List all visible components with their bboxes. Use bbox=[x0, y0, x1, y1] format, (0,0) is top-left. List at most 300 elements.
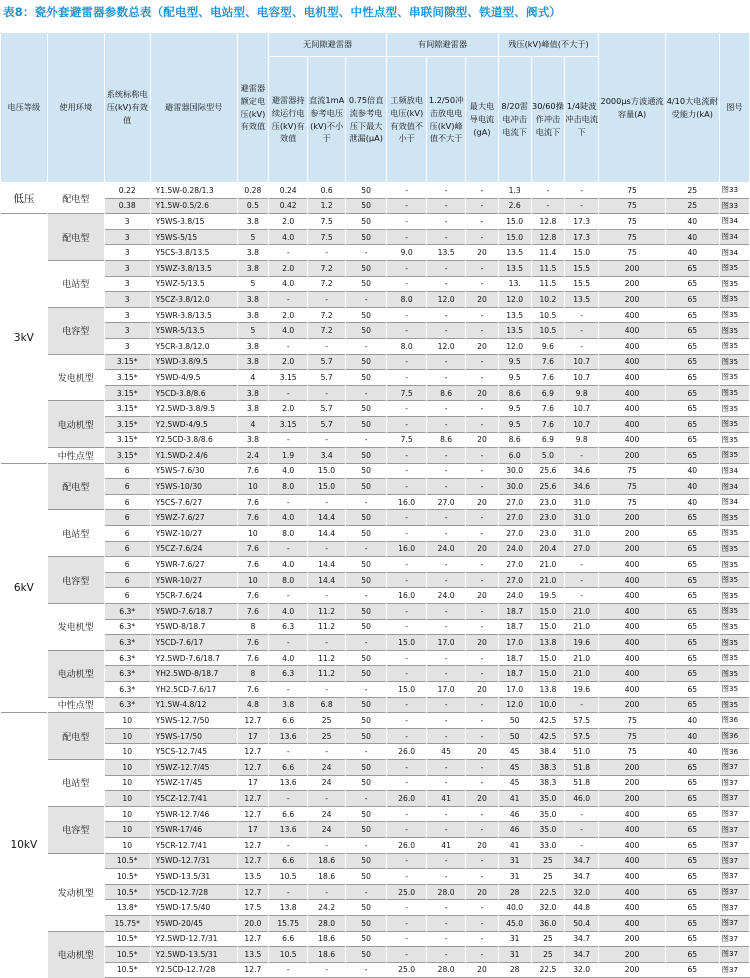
table-cell: 7.6 bbox=[531, 354, 564, 370]
table-cell: 50 bbox=[345, 198, 387, 214]
table-row bbox=[1, 276, 750, 292]
table-cell: 8.0 bbox=[268, 572, 307, 588]
table-cell: - bbox=[387, 323, 426, 339]
table-cell: 0.28 bbox=[237, 183, 268, 199]
table-cell: - bbox=[426, 759, 465, 775]
table-cell: 图35 bbox=[719, 697, 749, 713]
table-cell: 12.7 bbox=[237, 962, 268, 978]
table-cell: 图35 bbox=[719, 650, 749, 666]
arrester-parameter-table bbox=[0, 33, 750, 978]
table-cell: 10.7 bbox=[565, 416, 599, 432]
table-cell: 图34 bbox=[719, 229, 749, 245]
table-cell: 31 bbox=[498, 869, 531, 885]
table-cell: - bbox=[387, 370, 426, 386]
table-cell: 75 bbox=[599, 183, 665, 199]
table-cell: 50 bbox=[345, 323, 387, 339]
table-cell: 38.3 bbox=[531, 775, 564, 791]
table-cell: - bbox=[531, 198, 564, 214]
table-cell: - bbox=[387, 479, 426, 495]
table-cell: 75 bbox=[599, 494, 665, 510]
table-cell: 75 bbox=[599, 479, 665, 495]
table-row bbox=[1, 354, 750, 370]
table-cell: 65 bbox=[665, 900, 719, 916]
header-lightning-residual: 8/20雷电冲击电流下 bbox=[498, 57, 531, 183]
table-cell: 12.7 bbox=[237, 853, 268, 869]
table-cell: 200 bbox=[599, 260, 665, 276]
table-cell: 400 bbox=[599, 650, 665, 666]
table-cell: 15.75 bbox=[268, 915, 307, 931]
table-cell: 400 bbox=[599, 354, 665, 370]
table-cell: 图36 bbox=[719, 713, 749, 729]
table-cell: 6.6 bbox=[268, 931, 307, 947]
header-voltage-level: 电压等级 bbox=[1, 33, 48, 183]
table-cell: - bbox=[426, 198, 465, 214]
table-cell: 3.15* bbox=[104, 370, 150, 386]
table-cell: 11.2 bbox=[308, 650, 345, 666]
table-cell: 10.5* bbox=[104, 947, 150, 963]
table-cell: 400 bbox=[599, 370, 665, 386]
table-cell: 图35 bbox=[719, 619, 749, 635]
table-cell: 65 bbox=[665, 947, 719, 963]
table-cell: 20 bbox=[466, 494, 498, 510]
table-cell: - bbox=[426, 526, 465, 542]
table-cell: 5.7 bbox=[308, 416, 345, 432]
table-cell: Y2.5CD-3.8/8.6 bbox=[150, 432, 237, 448]
table-cell: 24.0 bbox=[426, 588, 465, 604]
table-row bbox=[1, 401, 750, 417]
table-cell: 400 bbox=[599, 869, 665, 885]
table-cell: 图34 bbox=[719, 494, 749, 510]
table-cell: - bbox=[345, 385, 387, 401]
table-cell: 9.0 bbox=[387, 245, 426, 261]
table-cell: 13.6 bbox=[268, 775, 307, 791]
table-header bbox=[1, 33, 750, 183]
table-cell: 20 bbox=[466, 791, 498, 807]
table-cell: 20 bbox=[466, 962, 498, 978]
table-cell: 10.5 bbox=[268, 947, 307, 963]
table-cell: 28.0 bbox=[308, 915, 345, 931]
table-cell: 400 bbox=[599, 915, 665, 931]
table-cell: - bbox=[466, 650, 498, 666]
table-cell: 3.15 bbox=[268, 370, 307, 386]
table-cell: 45 bbox=[426, 744, 465, 760]
table-cell: - bbox=[565, 198, 599, 214]
table-cell: 41 bbox=[498, 837, 531, 853]
table-cell: 7.6 bbox=[237, 463, 268, 479]
table-cell: 3 bbox=[104, 214, 150, 230]
table-cell: - bbox=[426, 510, 465, 526]
table-cell: 18.7 bbox=[498, 650, 531, 666]
table-cell: 30.0 bbox=[498, 479, 531, 495]
table-cell: 50 bbox=[345, 822, 387, 838]
table-cell: Y5WS-5/15 bbox=[150, 229, 237, 245]
table-cell: 44.8 bbox=[565, 900, 599, 916]
table-cell: 15.0 bbox=[498, 214, 531, 230]
table-cell: 65 bbox=[665, 510, 719, 526]
header-group-gapped: 有间隙避雷器 bbox=[387, 33, 498, 57]
table-cell: 20 bbox=[466, 744, 498, 760]
table-cell: 6.0 bbox=[498, 448, 531, 464]
table-cell: 17 bbox=[237, 728, 268, 744]
table-cell: 图35 bbox=[719, 292, 749, 308]
table-cell: - bbox=[466, 713, 498, 729]
table-cell: 65 bbox=[665, 370, 719, 386]
application-cell: 电容型 bbox=[47, 806, 104, 853]
table-cell: 50 bbox=[345, 229, 387, 245]
application-cell: 电动机型 bbox=[47, 650, 104, 697]
table-cell: 2.0 bbox=[268, 401, 307, 417]
table-cell: 51.8 bbox=[565, 759, 599, 775]
table-cell: 6.8 bbox=[308, 697, 345, 713]
table-cell: 7.6 bbox=[237, 557, 268, 573]
table-cell: 8.0 bbox=[387, 292, 426, 308]
table-cell: Y5CZ-7.6/24 bbox=[150, 541, 237, 557]
table-cell: - bbox=[426, 183, 465, 199]
table-cell: - bbox=[565, 307, 599, 323]
table-cell: 65 bbox=[665, 822, 719, 838]
table-cell: 23.0 bbox=[531, 526, 564, 542]
table-cell: - bbox=[308, 432, 345, 448]
table-cell: - bbox=[345, 682, 387, 698]
table-row bbox=[1, 635, 750, 651]
table-row bbox=[1, 323, 750, 339]
table-cell: 5 bbox=[237, 323, 268, 339]
table-cell: 50 bbox=[345, 572, 387, 588]
table-cell: 200 bbox=[599, 526, 665, 542]
table-cell: 17.0 bbox=[498, 635, 531, 651]
table-cell: 12.7 bbox=[237, 759, 268, 775]
table-cell: 6.3 bbox=[268, 666, 307, 682]
table-cell: 4.0 bbox=[268, 650, 307, 666]
table-cell: 14.4 bbox=[308, 572, 345, 588]
table-cell: Y5CR-12.7/41 bbox=[150, 837, 237, 853]
table-cell: 50 bbox=[345, 370, 387, 386]
table-cell: Y2.5WD-13.5/31 bbox=[150, 947, 237, 963]
table-cell: 3.8 bbox=[237, 292, 268, 308]
table-cell: 65 bbox=[665, 572, 719, 588]
table-cell: 46.0 bbox=[565, 791, 599, 807]
table-cell: 34.6 bbox=[565, 479, 599, 495]
header-application: 使用环境 bbox=[47, 33, 104, 183]
table-cell: - bbox=[565, 557, 599, 573]
table-cell: 40 bbox=[665, 713, 719, 729]
table-row bbox=[1, 292, 750, 308]
table-row bbox=[1, 806, 750, 822]
table-cell: 50 bbox=[345, 650, 387, 666]
table-cell: 8.6 bbox=[426, 385, 465, 401]
table-cell: - bbox=[466, 370, 498, 386]
table-cell: 13.8* bbox=[104, 900, 150, 916]
table-cell: Y5WZ-12.7/45 bbox=[150, 759, 237, 775]
table-cell: 图35 bbox=[719, 541, 749, 557]
table-cell: 13.5 bbox=[426, 245, 465, 261]
table-cell: 45 bbox=[498, 759, 531, 775]
table-cell: 400 bbox=[599, 822, 665, 838]
table-row bbox=[1, 666, 750, 682]
table-cell: 20 bbox=[466, 541, 498, 557]
application-cell: 发动机型 bbox=[47, 853, 104, 931]
table-cell: 7.6 bbox=[237, 494, 268, 510]
table-cell: 图35 bbox=[719, 276, 749, 292]
table-cell: 200 bbox=[599, 697, 665, 713]
table-cell: - bbox=[268, 541, 307, 557]
table-cell: 31 bbox=[498, 931, 531, 947]
table-cell: 51.0 bbox=[565, 744, 599, 760]
table-cell: 25.0 bbox=[387, 884, 426, 900]
table-cell: 50 bbox=[498, 713, 531, 729]
table-cell: - bbox=[426, 947, 465, 963]
table-cell: 15.5 bbox=[565, 276, 599, 292]
table-cell: - bbox=[387, 900, 426, 916]
table-cell: 图35 bbox=[719, 416, 749, 432]
table-cell: 65 bbox=[665, 869, 719, 885]
table-cell: 图37 bbox=[719, 806, 749, 822]
table-cell: 46 bbox=[498, 822, 531, 838]
table-cell: 27.0 bbox=[426, 494, 465, 510]
table-row bbox=[1, 697, 750, 713]
table-cell: 28 bbox=[498, 884, 531, 900]
table-cell: 6.3* bbox=[104, 697, 150, 713]
table-row bbox=[1, 837, 750, 853]
table-cell: 65 bbox=[665, 666, 719, 682]
table-cell: 10.5* bbox=[104, 962, 150, 978]
table-cell: 3.8 bbox=[237, 385, 268, 401]
table-cell: - bbox=[345, 338, 387, 354]
table-cell: 50 bbox=[345, 697, 387, 713]
table-row bbox=[1, 962, 750, 978]
table-cell: 11.4 bbox=[531, 245, 564, 261]
table-cell: 11.5 bbox=[531, 276, 564, 292]
table-cell: - bbox=[426, 260, 465, 276]
table-cell: 11.2 bbox=[308, 666, 345, 682]
table-cell: 65 bbox=[665, 448, 719, 464]
table-cell: 图35 bbox=[719, 338, 749, 354]
table-cell: - bbox=[466, 759, 498, 775]
table-cell: - bbox=[426, 697, 465, 713]
table-cell: 41 bbox=[426, 837, 465, 853]
table-cell: 34.7 bbox=[565, 869, 599, 885]
table-cell: 75 bbox=[599, 728, 665, 744]
table-cell: 图37 bbox=[719, 900, 749, 916]
table-cell: 17.3 bbox=[565, 229, 599, 245]
table-cell: 34.7 bbox=[565, 947, 599, 963]
table-cell: 10.5* bbox=[104, 869, 150, 885]
table-cell: Y5CZ-12.7/41 bbox=[150, 791, 237, 807]
table-cell: 50 bbox=[345, 806, 387, 822]
table-cell: 40 bbox=[665, 463, 719, 479]
table-cell: - bbox=[426, 323, 465, 339]
table-cell: 3.8 bbox=[268, 697, 307, 713]
table-cell: 27.0 bbox=[498, 557, 531, 573]
table-cell: 25 bbox=[665, 183, 719, 199]
table-cell: 12.7 bbox=[237, 744, 268, 760]
table-cell: 200 bbox=[599, 775, 665, 791]
table-cell: 13.6 bbox=[268, 822, 307, 838]
table-row bbox=[1, 463, 750, 479]
table-cell: 图33 bbox=[719, 198, 749, 214]
table-cell: - bbox=[387, 557, 426, 573]
table-cell: 9.5 bbox=[498, 401, 531, 417]
table-row bbox=[1, 619, 750, 635]
table-cell: 18.6 bbox=[308, 931, 345, 947]
table-cell: 65 bbox=[665, 307, 719, 323]
table-cell: 5.7 bbox=[308, 401, 345, 417]
table-cell: 图37 bbox=[719, 791, 749, 807]
table-cell: Y5WD-12.7/31 bbox=[150, 853, 237, 869]
table-row bbox=[1, 822, 750, 838]
table-cell: 6.6 bbox=[268, 853, 307, 869]
table-cell: Y5CS-3.8/13.5 bbox=[150, 245, 237, 261]
table-cell: 图34 bbox=[719, 245, 749, 261]
application-cell: 电容型 bbox=[47, 307, 104, 354]
table-cell: 6.6 bbox=[268, 759, 307, 775]
header-impulse-spark: 1.2/50冲击放电电压(kV)峰值不大于 bbox=[426, 57, 465, 183]
table-cell: 5.7 bbox=[308, 370, 345, 386]
table-cell: 10.5* bbox=[104, 931, 150, 947]
table-cell: 8.0 bbox=[268, 479, 307, 495]
table-cell: Y5WS-12.7/50 bbox=[150, 713, 237, 729]
table-row bbox=[1, 432, 750, 448]
table-cell: - bbox=[387, 572, 426, 588]
table-cell: 17 bbox=[237, 775, 268, 791]
table-cell: 21.0 bbox=[565, 650, 599, 666]
table-cell: 25 bbox=[308, 713, 345, 729]
table-cell: 11.2 bbox=[308, 604, 345, 620]
table-cell: 15.0 bbox=[387, 635, 426, 651]
table-cell: - bbox=[387, 416, 426, 432]
table-cell: Y5WD-3.8/9.5 bbox=[150, 354, 237, 370]
table-cell: - bbox=[268, 837, 307, 853]
table-row bbox=[1, 853, 750, 869]
table-cell: 图35 bbox=[719, 307, 749, 323]
table-cell: 12.0 bbox=[426, 338, 465, 354]
table-cell: 19.5 bbox=[531, 588, 564, 604]
table-cell: 13.5 bbox=[565, 292, 599, 308]
table-cell: - bbox=[426, 604, 465, 620]
table-cell: - bbox=[308, 884, 345, 900]
application-cell: 配电型 bbox=[47, 183, 104, 214]
table-cell: 400 bbox=[599, 682, 665, 698]
table-body bbox=[1, 183, 750, 978]
table-cell: Y5WZ-7.6/27 bbox=[150, 510, 237, 526]
application-cell: 电动机型 bbox=[47, 931, 104, 978]
table-cell: 45 bbox=[498, 744, 531, 760]
table-cell: - bbox=[387, 214, 426, 230]
table-cell: 200 bbox=[599, 541, 665, 557]
table-cell: 3.8 bbox=[237, 354, 268, 370]
table-cell: - bbox=[426, 915, 465, 931]
table-cell: 40.0 bbox=[498, 900, 531, 916]
table-cell: YH2.5WD-8/18.7 bbox=[150, 666, 237, 682]
table-cell: 65 bbox=[665, 401, 719, 417]
table-row bbox=[1, 416, 750, 432]
table-cell: - bbox=[345, 744, 387, 760]
table-cell: Y5WZ-17/45 bbox=[150, 775, 237, 791]
table-cell: 6.3* bbox=[104, 619, 150, 635]
table-cell: 15.0 bbox=[308, 463, 345, 479]
table-cell: 15.0 bbox=[531, 666, 564, 682]
table-cell: - bbox=[387, 198, 426, 214]
table-cell: 图35 bbox=[719, 666, 749, 682]
table-cell: 3.15* bbox=[104, 432, 150, 448]
header-high-current: 4/10大电流耐受能力(kA) bbox=[665, 33, 719, 183]
table-cell: 17.0 bbox=[426, 635, 465, 651]
table-cell: 21.0 bbox=[565, 666, 599, 682]
table-cell: 13.8 bbox=[531, 682, 564, 698]
table-cell: 图35 bbox=[719, 557, 749, 573]
table-cell: 6.3* bbox=[104, 650, 150, 666]
table-cell: 图37 bbox=[719, 931, 749, 947]
table-cell: 65 bbox=[665, 541, 719, 557]
table-cell: 31.0 bbox=[565, 510, 599, 526]
table-cell: 6.6 bbox=[268, 806, 307, 822]
table-cell: 32.0 bbox=[531, 900, 564, 916]
table-cell: 11.5 bbox=[531, 260, 564, 276]
table-cell: - bbox=[466, 448, 498, 464]
table-cell: 图35 bbox=[719, 682, 749, 698]
table-cell: 3.8 bbox=[237, 214, 268, 230]
table-cell: 13. bbox=[498, 276, 531, 292]
table-cell: 65 bbox=[665, 557, 719, 573]
table-row bbox=[1, 494, 750, 510]
table-cell: 65 bbox=[665, 697, 719, 713]
table-cell: 图37 bbox=[719, 775, 749, 791]
table-cell: 65 bbox=[665, 682, 719, 698]
table-cell: - bbox=[466, 229, 498, 245]
table-cell: 34.7 bbox=[565, 931, 599, 947]
table-cell: - bbox=[345, 791, 387, 807]
table-cell: 图34 bbox=[719, 214, 749, 230]
table-cell: 25.6 bbox=[531, 463, 564, 479]
table-cell: Y2.5WD-4/9.5 bbox=[150, 416, 237, 432]
table-cell: 12.7 bbox=[237, 837, 268, 853]
table-cell: 200 bbox=[599, 276, 665, 292]
table-cell: 18.6 bbox=[308, 869, 345, 885]
table-row bbox=[1, 713, 750, 729]
table-cell: 65 bbox=[665, 759, 719, 775]
table-cell: 6.9 bbox=[531, 385, 564, 401]
table-cell: - bbox=[426, 463, 465, 479]
table-cell: 3.8 bbox=[237, 307, 268, 323]
table-cell: 30.0 bbox=[498, 463, 531, 479]
table-cell: 3.8 bbox=[237, 401, 268, 417]
table-cell: 65 bbox=[665, 650, 719, 666]
table-cell: - bbox=[426, 557, 465, 573]
table-cell: 7.6 bbox=[237, 650, 268, 666]
table-cell: 27.0 bbox=[498, 494, 531, 510]
table-cell: - bbox=[387, 822, 426, 838]
table-cell: 75 bbox=[599, 245, 665, 261]
table-cell: 20 bbox=[466, 682, 498, 698]
table-cell: - bbox=[565, 697, 599, 713]
table-cell: 20 bbox=[466, 338, 498, 354]
table-cell: 13.6 bbox=[268, 728, 307, 744]
table-cell: 400 bbox=[599, 884, 665, 900]
table-cell: 7.2 bbox=[308, 260, 345, 276]
table-cell: Y5WD-7.6/18.7 bbox=[150, 604, 237, 620]
table-cell: 4 bbox=[237, 370, 268, 386]
table-cell: 50 bbox=[345, 900, 387, 916]
table-cell: 5.0 bbox=[531, 448, 564, 464]
table-cell: 4.0 bbox=[268, 276, 307, 292]
table-cell: 3.15* bbox=[104, 354, 150, 370]
table-row bbox=[1, 260, 750, 276]
table-cell: - bbox=[466, 931, 498, 947]
table-cell: 34.6 bbox=[565, 463, 599, 479]
table-cell: 图37 bbox=[719, 884, 749, 900]
table-cell: - bbox=[345, 541, 387, 557]
table-cell: 45 bbox=[498, 775, 531, 791]
